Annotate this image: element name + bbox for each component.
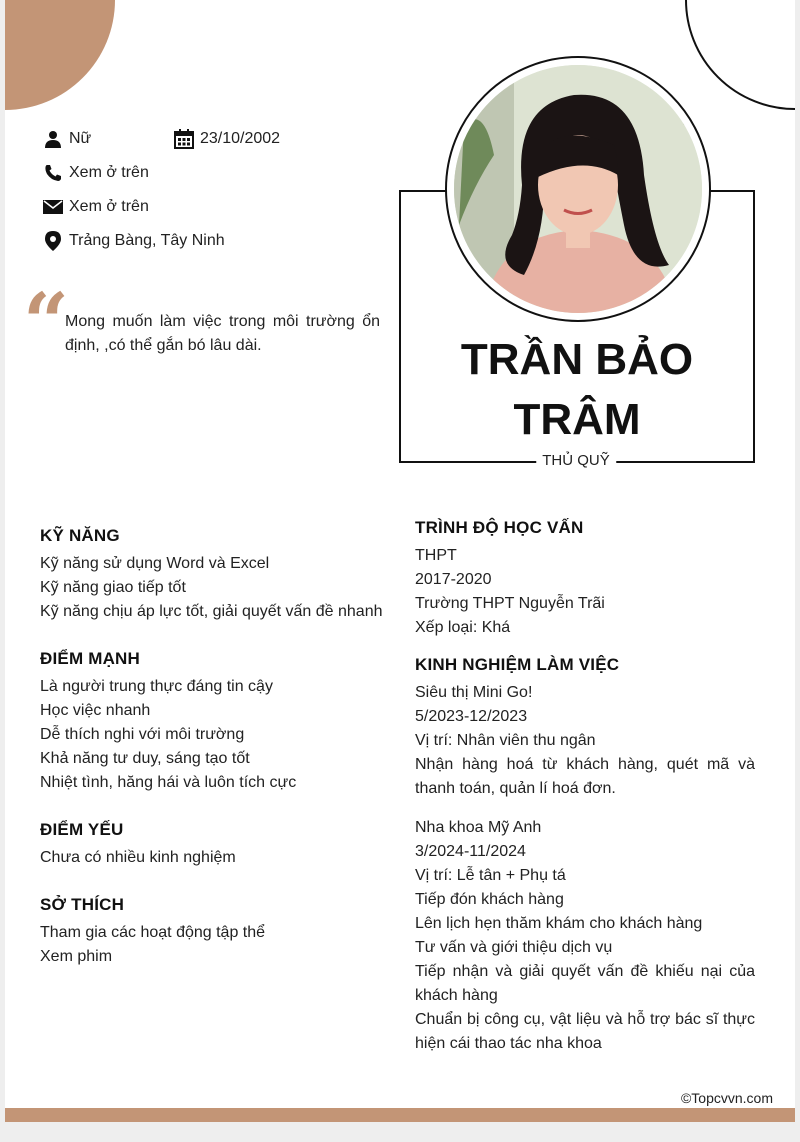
gender-text: Nữ: [69, 130, 92, 147]
phone-icon: [43, 163, 63, 183]
career-objective: Mong muốn làm việc trong môi trường ổn định, ,có thể gắn bó lâu dài.: [65, 313, 380, 354]
education-details: [415, 544, 605, 640]
skills-list: [40, 552, 383, 624]
strengths-list: [40, 675, 296, 795]
hobby-item: Xem phim: [40, 948, 113, 965]
weakness-item: Chưa có nhiều kinh nghiệm: [40, 849, 236, 866]
full-name: TRẦN BẢO TRÂM: [460, 335, 694, 444]
weaknesses-title: ĐIỂM YẾU: [40, 820, 124, 839]
job-task: Tư vấn và giới thiệu dịch vụ: [415, 939, 613, 956]
hobbies-list: [40, 921, 265, 969]
skills-title: KỸ NĂNG: [40, 526, 120, 545]
copyright-text: ©Topcvvn.com: [680, 1090, 773, 1106]
bottom-accent-bar: [5, 1108, 795, 1122]
strength-item: Là người trung thực đáng tin cậy: [40, 678, 273, 695]
education-period: 2017-2020: [415, 571, 492, 588]
email-text: Xem ở trên: [69, 198, 149, 215]
weaknesses-list: [40, 846, 236, 870]
strength-item: Học việc nhanh: [40, 702, 151, 719]
job-task: Tiếp đón khách hàng: [415, 891, 564, 908]
job-task: Lên lịch hẹn thăm khám cho khách hàng: [415, 915, 703, 932]
job-company: Nha khoa Mỹ Anh: [415, 819, 542, 836]
avatar: [454, 65, 702, 313]
job-position: Vị trí: Lễ tân + Phụ tá: [415, 867, 566, 884]
hobby-item: Tham gia các hoạt động tập thể: [40, 924, 266, 941]
address-row: [43, 231, 225, 251]
hobbies-title: SỞ THÍCH: [40, 895, 125, 914]
skill-item: Kỹ năng sử dụng Word và Excel: [40, 555, 270, 572]
birthday-text: 23/10/2002: [200, 130, 281, 147]
corner-ring-decoration: [685, 0, 795, 110]
cv-page: [5, 0, 795, 1122]
job-task: Tiếp nhận và giải quyết vấn đề khiếu nại của khách hàng: [415, 963, 755, 1004]
job-position: Vị trí: Nhân viên thu ngân: [415, 732, 596, 749]
corner-circle-decoration: [5, 0, 115, 110]
calendar-icon: [174, 129, 194, 149]
job-task: Chuẩn bị công cụ, vật liệu và hỗ trợ bác sĩ thực hiện cái thao tác nha khoa: [415, 1011, 755, 1052]
strength-item: Nhiệt tình, hăng hái và luôn tích cực: [40, 774, 297, 791]
experience-job-1: [415, 681, 755, 801]
job-title: THỦ QUỸ: [536, 452, 616, 469]
email-row: [43, 197, 149, 217]
location-pin-icon: [43, 231, 63, 251]
experience-title: KINH NGHIỆM LÀM VIỆC: [415, 655, 620, 674]
quote-mark-icon: “: [23, 275, 70, 369]
skill-item: Kỹ năng giao tiếp tốt: [40, 579, 186, 596]
job-company: Siêu thị Mini Go!: [415, 684, 533, 701]
envelope-icon: [43, 197, 63, 217]
strength-item: Khả năng tư duy, sáng tạo tốt: [40, 750, 250, 767]
gender-row: [43, 129, 91, 149]
phone-text: Xem ở trên: [69, 164, 149, 181]
education-grade: Xếp loại: Khá: [415, 619, 511, 636]
phone-row: [43, 163, 149, 183]
education-level: THPT: [415, 547, 457, 564]
strength-item: Dễ thích nghi với môi trường: [40, 726, 245, 743]
person-icon: [43, 129, 63, 149]
experience-job-2: [415, 816, 755, 1056]
skill-item: Kỹ năng chịu áp lực tốt, giải quyết vấn đề nhanh: [40, 603, 383, 620]
strengths-title: ĐIỂM MẠNH: [40, 649, 141, 668]
education-school: Trường THPT Nguyễn Trãi: [415, 595, 605, 612]
job-period: 3/2024-11/2024: [415, 843, 526, 860]
birthday-row: [174, 129, 280, 149]
job-period: 5/2023-12/2023: [415, 708, 528, 725]
education-title: TRÌNH ĐỘ HỌC VẤN: [415, 518, 584, 537]
address-text: Trảng Bàng, Tây Ninh: [69, 232, 225, 249]
job-task: Nhận hàng hoá từ khách hàng, quét mã và thanh toán, quản lí hoá đơn.: [415, 756, 755, 797]
